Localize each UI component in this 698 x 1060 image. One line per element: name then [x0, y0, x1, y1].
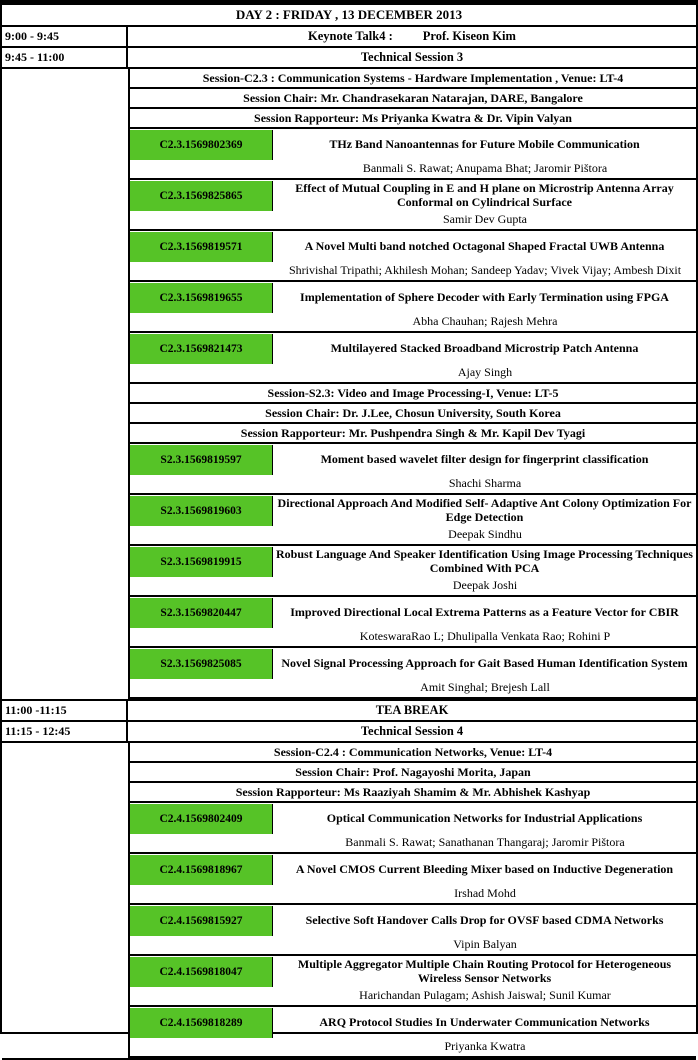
- technical-session-3-label: Technical Session 3: [360, 50, 464, 64]
- session-s23-header: Session-S2.3: Video and Image Processing-I, Venue: LT-5: [130, 384, 696, 404]
- paper-top: [130, 444, 696, 475]
- paper-row: [130, 546, 696, 597]
- paper-title: Optical Communication Networks for Industrial Applications: [326, 810, 643, 825]
- session-s23-rapporteur: Session Rapporteur: Mr. Pushpendra Singh & Mr. Kapil Dev Tyagi: [130, 424, 696, 444]
- paper-id-badge: C2.4.1569802409: [130, 804, 273, 834]
- paper-title: Novel Signal Processing Approach for Gait Based Human Identification System: [281, 655, 688, 670]
- keynote-row: [2, 27, 696, 48]
- paper-authors: Priyanka Kwatra: [444, 1039, 526, 1053]
- paper-top: [130, 956, 696, 987]
- paper-authors: Shrivishal Tripathi; Akhilesh Mohan; Sandeep Yadav; Vivek Vijay; Ambesh Dixit: [288, 263, 682, 277]
- paper-authors: Vipin Balyan: [453, 937, 517, 951]
- technical-session-3-time: 9:45 - 11:00: [2, 48, 128, 67]
- paper-id-badge: S2.3.1569825085: [130, 649, 273, 679]
- paper-title: Improved Directional Local Extrema Patterns as a Feature Vector for CBIR: [290, 604, 679, 619]
- keynote-time: 9:00 - 9:45: [2, 27, 128, 46]
- technical-session-3-row: [2, 48, 696, 69]
- technical-session-4-label: Technical Session 4: [360, 724, 464, 738]
- session-c24-header: Session-C2.4 : Communication Networks, Venue: LT-4: [130, 743, 696, 763]
- paper-top: [130, 854, 696, 885]
- paper-title: Implementation of Sphere Decoder with Early Termination using FPGA: [300, 289, 669, 304]
- technical-session-4-content: [130, 743, 696, 1058]
- paper-row: [130, 956, 696, 1007]
- paper-title: Effect of Mutual Coupling in E and H plane on Microstrip Antenna Array Conformal on Cylindrical Surface: [295, 181, 674, 209]
- paper-id-badge: C2.4.1569818047: [130, 957, 273, 987]
- day-title: DAY 2 : FRIDAY , 13 DECEMBER 2013: [235, 7, 463, 22]
- paper-row: [130, 597, 696, 648]
- paper-title: A Novel Multi band notched Octagonal Shaped Fractal UWB Antenna: [304, 238, 665, 253]
- session-c23-header: Session-C2.3 : Communication Systems - Hardware Implementation , Venue: LT-4: [130, 69, 696, 89]
- tea-break-row: [2, 701, 696, 722]
- tea-break-label: TEA BREAK: [375, 703, 449, 717]
- paper-authors: KoteswaraRao L; Dhulipalla Venkata Rao; Rohini P: [359, 629, 611, 643]
- technical-session-3-content: [130, 69, 696, 699]
- paper-top: [130, 1007, 696, 1038]
- paper-top: [130, 597, 696, 628]
- technical-session-4-row: [2, 722, 696, 743]
- keynote-title: [128, 27, 696, 46]
- session-c23-rapporteur: Session Rapporteur: Ms Priyanka Kwatra & Dr. Vipin Valyan: [130, 109, 696, 129]
- session-c24-chair: Session Chair: Prof. Nagayoshi Morita, Japan: [130, 763, 696, 783]
- keynote-speaker: Prof. Kiseon Kim: [422, 29, 516, 43]
- paper-row: [130, 648, 696, 699]
- paper-row: [130, 180, 696, 231]
- paper-top: [130, 129, 696, 160]
- paper-top: [130, 180, 696, 211]
- paper-title: Multiple Aggregator Multiple Chain Routing Protocol for Heterogeneous Wireless Sensor Networks: [297, 957, 672, 985]
- paper-title: THz Band Nanoantennas for Future Mobile Communication: [329, 136, 640, 151]
- paper-authors: Deepak Sindhu: [448, 527, 522, 541]
- paper-top: [130, 282, 696, 313]
- paper-title: Robust Language And Speaker Identification Using Image Processing Techniques Combined With PCA: [276, 547, 693, 575]
- paper-id-badge: C2.3.1569819571: [130, 232, 273, 262]
- empty-time-cell: [2, 69, 130, 699]
- empty-time-cell: [2, 743, 130, 1058]
- session-c24-rapporteur: Session Rapporteur: Ms Raaziyah Shamim & Mr. Abhishek Kashyap: [130, 783, 696, 803]
- paper-authors: Harichandan Pulagam; Ashish Jaiswal; Sunil Kumar: [359, 988, 611, 1002]
- paper-authors: Shachi Sharma: [448, 476, 522, 490]
- technical-session-4-block: [2, 743, 696, 1060]
- paper-row: [130, 854, 696, 905]
- paper-top: [130, 231, 696, 262]
- paper-top: [130, 803, 696, 834]
- paper-row: [130, 333, 696, 384]
- paper-authors: Amit Singhal; Brejesh Lall: [420, 680, 550, 694]
- paper-id-badge: C2.4.1569818289: [130, 1008, 273, 1038]
- technical-session-3-block: [2, 69, 696, 701]
- paper-id-badge: C2.4.1569818967: [130, 855, 273, 885]
- keynote-label: Keynote Talk4 :: [308, 29, 393, 43]
- paper-title: Moment based wavelet filter design for fingerprint classification: [320, 451, 649, 466]
- paper-title: Multilayered Stacked Broadband Microstrip Patch Antenna: [330, 340, 639, 355]
- paper-title: Directional Approach And Modified Self- Adaptive Ant Colony Optimization For Edge Detection: [277, 496, 692, 524]
- paper-authors: Banmali S. Rawat; Anupama Bhat; Jaromir Pištora: [362, 161, 608, 175]
- paper-authors: Deepak Joshi: [452, 578, 518, 592]
- paper-id-badge: S2.3.1569819597: [130, 445, 273, 475]
- paper-top: [130, 648, 696, 679]
- technical-session-4-time: 11:15 - 12:45: [2, 722, 128, 741]
- paper-id-badge: C2.3.1569821473: [130, 334, 273, 364]
- paper-title: ARQ Protocol Studies In Underwater Communication Networks: [319, 1014, 650, 1029]
- paper-row: [130, 282, 696, 333]
- paper-authors: Samir Dev Gupta: [443, 212, 527, 226]
- paper-id-badge: S2.3.1569819915: [130, 547, 273, 577]
- paper-row: [130, 129, 696, 180]
- session-s23-chair: Session Chair: Dr. J.Lee, Chosun University, South Korea: [130, 404, 696, 424]
- paper-top: [130, 495, 696, 526]
- paper-top: [130, 546, 696, 577]
- paper-row: [130, 1007, 696, 1058]
- tea-break-time: 11:00 -11:15: [2, 701, 128, 720]
- paper-row: [130, 444, 696, 495]
- paper-authors: Abha Chauhan; Rajesh Mehra: [412, 314, 558, 328]
- paper-top: [130, 333, 696, 364]
- paper-row: [130, 495, 696, 546]
- paper-id-badge: C2.3.1569819655: [130, 283, 273, 313]
- paper-id-badge: C2.4.1569815927: [130, 906, 273, 936]
- paper-top: [130, 905, 696, 936]
- paper-title: A Novel CMOS Current Bleeding Mixer based on Inductive Degeneration: [295, 861, 674, 876]
- paper-id-badge: S2.3.1569819603: [130, 496, 273, 526]
- paper-title: Selective Soft Handover Calls Drop for OVSF based CDMA Networks: [305, 912, 664, 927]
- session-c23-chair: Session Chair: Mr. Chandrasekaran Natarajan, DARE, Bangalore: [130, 89, 696, 109]
- paper-row: [130, 231, 696, 282]
- paper-id-badge: C2.3.1569802369: [130, 130, 273, 160]
- day-header-row: [2, 5, 696, 27]
- paper-id-badge: S2.3.1569820447: [130, 598, 273, 628]
- paper-authors: Banmali S. Rawat; Sanathanan Thangaraj; Jaromir Pištora: [345, 835, 625, 849]
- paper-row: [130, 803, 696, 854]
- paper-authors: Irshad Mohd: [454, 886, 516, 900]
- paper-id-badge: C2.3.1569825865: [130, 181, 273, 211]
- paper-authors: Ajay Singh: [457, 365, 513, 379]
- paper-row: [130, 905, 696, 956]
